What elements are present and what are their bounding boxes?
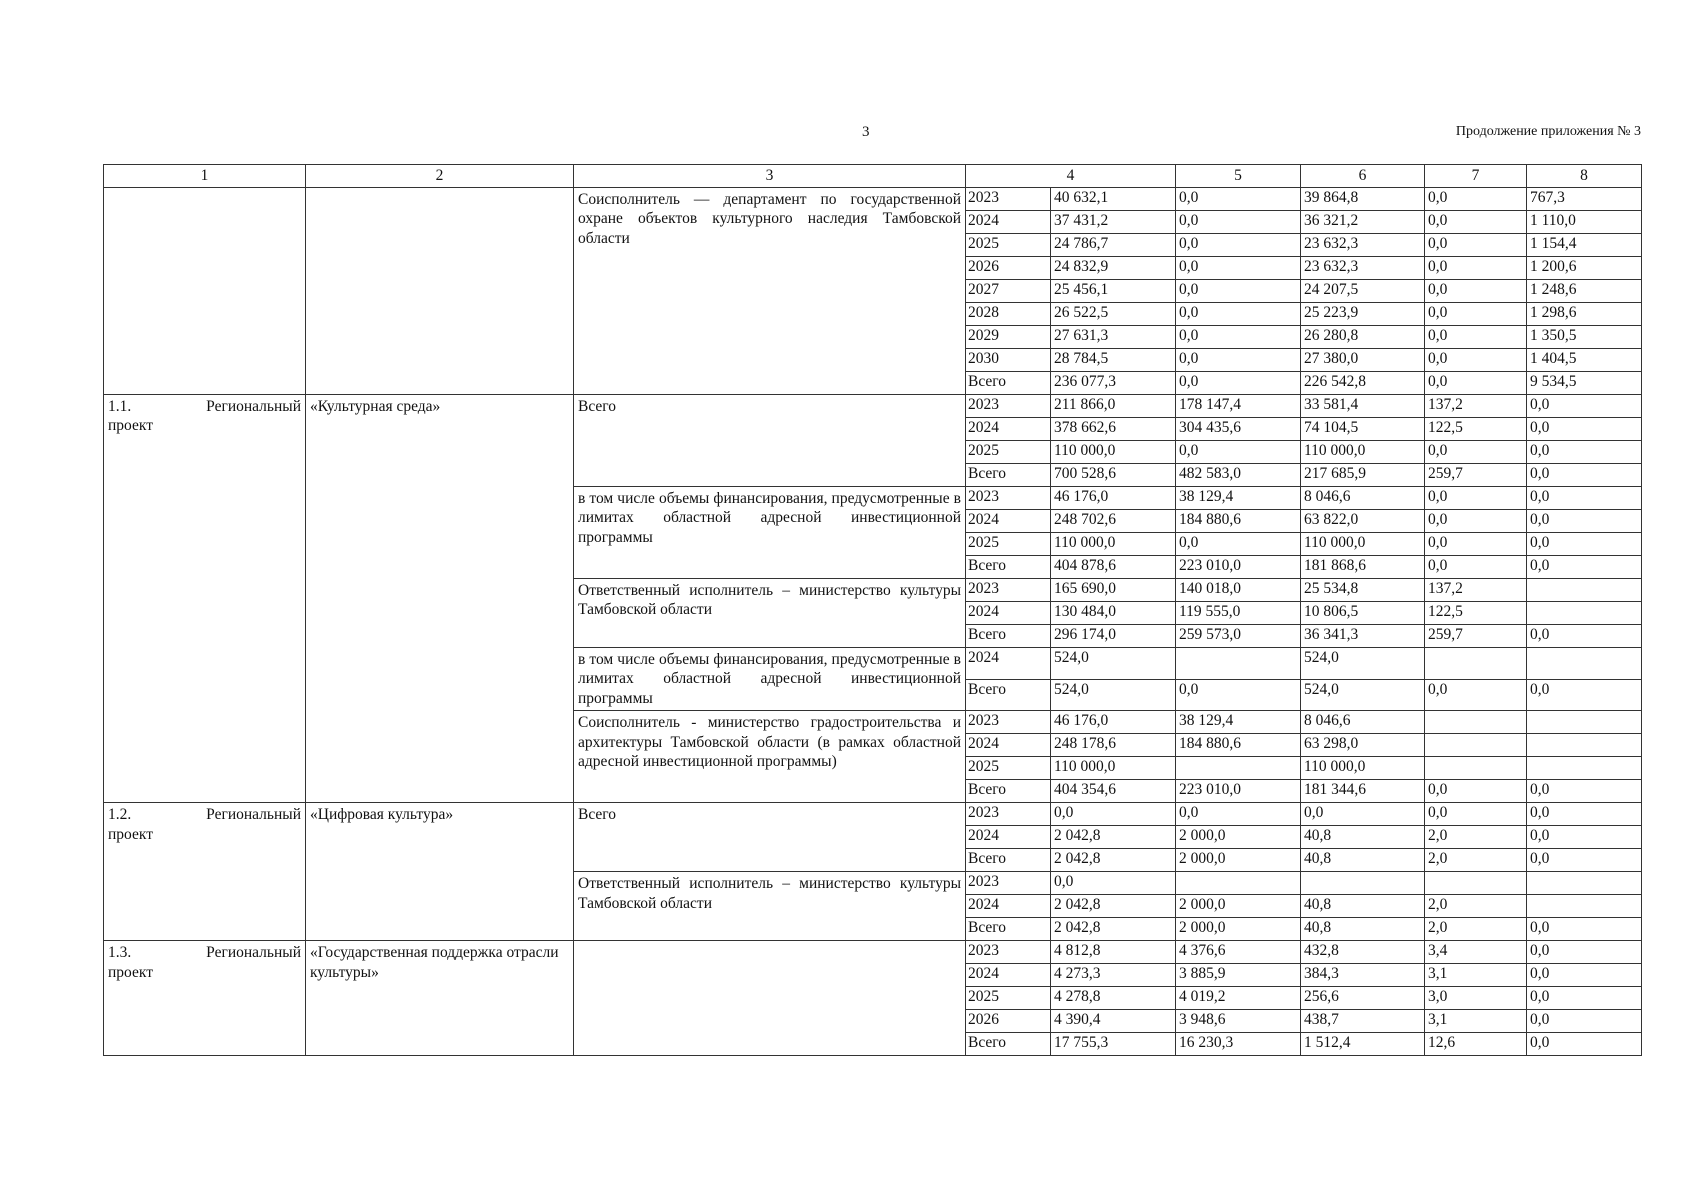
regional-cell: 26 280,8 [1301,326,1425,349]
federal-cell: 0,0 [1176,303,1301,326]
extrabudget-cell: 0,0 [1527,918,1642,941]
funding-description: Ответственный исполнитель – министерство культуры Тамбовской области [574,579,966,648]
extrabudget-cell [1527,734,1642,757]
total-cell: 378 662,6 [1051,418,1176,441]
regional-cell: 438,7 [1301,1010,1425,1033]
regional-cell: 40,8 [1301,918,1425,941]
regional-cell: 23 632,3 [1301,234,1425,257]
local-cell: 259,7 [1425,625,1527,648]
regional-cell: 524,0 [1301,648,1425,680]
federal-cell: 0,0 [1176,349,1301,372]
column-header: 6 [1301,165,1425,188]
federal-cell: 2 000,0 [1176,849,1301,872]
extrabudget-cell: 0,0 [1527,964,1642,987]
extrabudget-cell [1527,872,1642,895]
appendix-continuation-note: Продолжение приложения № 3 [1455,124,1641,139]
local-cell [1425,734,1527,757]
year-cell: Всего [966,625,1051,648]
column-header: 8 [1527,165,1642,188]
empty-name-cell [306,188,574,395]
federal-cell: 184 880,6 [1176,510,1301,533]
project-name: «Цифровая культура» [306,803,574,941]
project-type: Региональный [206,806,301,824]
federal-cell: 0,0 [1176,257,1301,280]
federal-cell: 4 376,6 [1176,941,1301,964]
project-code-line [108,943,301,962]
funding-description: в том числе объемы финансирования, предусмотренные в лимитах областной адресной инвестиционной программы [574,648,966,711]
extrabudget-cell: 0,0 [1527,487,1642,510]
total-cell: 248 702,6 [1051,510,1176,533]
federal-cell: 0,0 [1176,211,1301,234]
regional-cell: 110 000,0 [1301,757,1425,780]
regional-cell: 181 344,6 [1301,780,1425,803]
regional-cell: 10 806,5 [1301,602,1425,625]
funding-description: в том числе объемы финансирования, предусмотренные в лимитах областной адресной инвестиционной программы [574,487,966,579]
extrabudget-cell [1527,602,1642,625]
year-cell: 2024 [966,510,1051,533]
project-number: 1.2. [108,806,132,824]
extrabudget-cell: 1 350,5 [1527,326,1642,349]
federal-cell: 3 948,6 [1176,1010,1301,1033]
total-cell: 2 042,8 [1051,826,1176,849]
year-cell: Всего [966,556,1051,579]
year-cell: 2024 [966,602,1051,625]
year-cell: Всего [966,464,1051,487]
regional-cell: 36 341,3 [1301,625,1425,648]
extrabudget-cell: 0,0 [1527,441,1642,464]
year-cell: 2023 [966,487,1051,510]
local-cell: 137,2 [1425,395,1527,418]
total-cell: 4 812,8 [1051,941,1176,964]
regional-cell: 8 046,6 [1301,487,1425,510]
local-cell: 122,5 [1425,602,1527,625]
extrabudget-cell: 0,0 [1527,533,1642,556]
local-cell [1425,757,1527,780]
year-cell: 2024 [966,211,1051,234]
regional-cell: 226 542,8 [1301,372,1425,395]
extrabudget-cell: 1 200,6 [1527,257,1642,280]
year-cell: 2029 [966,326,1051,349]
regional-cell: 1 512,4 [1301,1033,1425,1056]
local-cell: 122,5 [1425,418,1527,441]
extrabudget-cell: 0,0 [1527,803,1642,826]
column-header: 5 [1176,165,1301,188]
extrabudget-cell: 0,0 [1527,826,1642,849]
table-body [104,188,1642,1056]
year-cell: 2030 [966,349,1051,372]
local-cell: 0,0 [1425,441,1527,464]
year-cell: 2023 [966,941,1051,964]
federal-cell: 0,0 [1176,533,1301,556]
local-cell: 0,0 [1425,234,1527,257]
regional-cell: 8 046,6 [1301,711,1425,734]
federal-cell: 2 000,0 [1176,826,1301,849]
federal-cell [1176,757,1301,780]
federal-cell: 178 147,4 [1176,395,1301,418]
local-cell: 0,0 [1425,326,1527,349]
federal-cell: 184 880,6 [1176,734,1301,757]
regional-cell: 432,8 [1301,941,1425,964]
total-cell: 110 000,0 [1051,441,1176,464]
local-cell: 2,0 [1425,895,1527,918]
year-cell: 2024 [966,895,1051,918]
column-header: 2 [306,165,574,188]
extrabudget-cell: 1 298,6 [1527,303,1642,326]
year-cell: 2023 [966,803,1051,826]
project-code [104,941,306,1056]
project-code-line [108,397,301,416]
extrabudget-cell: 0,0 [1527,780,1642,803]
federal-cell [1176,872,1301,895]
extrabudget-cell: 0,0 [1527,510,1642,533]
total-cell: 2 042,8 [1051,918,1176,941]
year-cell: 2025 [966,234,1051,257]
federal-cell: 38 129,4 [1176,487,1301,510]
project-name: «Государственная поддержка отрасли культуры» [306,941,574,1056]
year-cell: Всего [966,372,1051,395]
funding-description: Соисполнитель — департамент по государственной охране объектов культурного наследия Тамбовской области [574,188,966,395]
project-number: 1.1. [108,398,132,415]
total-cell: 27 631,3 [1051,326,1176,349]
federal-cell: 140 018,0 [1176,579,1301,602]
local-cell: 3,1 [1425,1010,1527,1033]
year-cell: Всего [966,1033,1051,1056]
local-cell: 137,2 [1425,579,1527,602]
local-cell: 0,0 [1425,188,1527,211]
total-cell: 26 522,5 [1051,303,1176,326]
project-type-rest: проект [108,963,153,981]
regional-cell: 40,8 [1301,895,1425,918]
extrabudget-cell: 0,0 [1527,625,1642,648]
federal-cell: 119 555,0 [1176,602,1301,625]
column-header: 1 [104,165,306,188]
year-cell: 2023 [966,711,1051,734]
federal-cell [1176,648,1301,680]
federal-cell: 0,0 [1176,326,1301,349]
local-cell: 0,0 [1425,372,1527,395]
total-cell: 28 784,5 [1051,349,1176,372]
local-cell: 2,0 [1425,918,1527,941]
local-cell: 0,0 [1425,510,1527,533]
local-cell: 0,0 [1425,556,1527,579]
empty-code-cell [104,188,306,395]
regional-cell: 74 104,5 [1301,418,1425,441]
year-cell: 2027 [966,280,1051,303]
extrabudget-cell: 1 110,0 [1527,211,1642,234]
regional-cell: 63 822,0 [1301,510,1425,533]
local-cell: 0,0 [1425,487,1527,510]
table-row [104,395,1642,418]
year-cell: 2028 [966,303,1051,326]
regional-cell: 63 298,0 [1301,734,1425,757]
total-cell: 4 390,4 [1051,1010,1176,1033]
total-cell: 0,0 [1051,872,1176,895]
extrabudget-cell [1527,895,1642,918]
total-cell: 25 456,1 [1051,280,1176,303]
federal-cell: 2 000,0 [1176,918,1301,941]
local-cell: 0,0 [1425,280,1527,303]
local-cell: 0,0 [1425,211,1527,234]
total-cell: 248 178,6 [1051,734,1176,757]
total-cell: 700 528,6 [1051,464,1176,487]
funding-description: Всего [574,395,966,487]
local-cell: 3,1 [1425,964,1527,987]
local-cell: 12,6 [1425,1033,1527,1056]
year-cell: 2024 [966,734,1051,757]
project-type-rest: проект [108,825,153,843]
local-cell: 0,0 [1425,803,1527,826]
year-cell: 2025 [966,987,1051,1010]
extrabudget-cell [1527,757,1642,780]
year-cell: 2024 [966,826,1051,849]
funding-table [103,164,1642,1056]
year-cell: Всего [966,849,1051,872]
regional-cell: 27 380,0 [1301,349,1425,372]
federal-cell: 0,0 [1176,280,1301,303]
regional-cell: 40,8 [1301,826,1425,849]
total-cell: 110 000,0 [1051,757,1176,780]
regional-cell: 217 685,9 [1301,464,1425,487]
extrabudget-cell: 0,0 [1527,418,1642,441]
year-cell: 2025 [966,441,1051,464]
project-number: 1.3. [108,944,132,962]
local-cell: 0,0 [1425,780,1527,803]
extrabudget-cell: 1 404,5 [1527,349,1642,372]
column-header: 4 [966,165,1176,188]
regional-cell: 40,8 [1301,849,1425,872]
regional-cell: 384,3 [1301,964,1425,987]
column-header: 3 [574,165,966,188]
year-cell: 2023 [966,579,1051,602]
regional-cell: 25 534,8 [1301,579,1425,602]
total-cell: 24 832,9 [1051,257,1176,280]
project-code [104,803,306,941]
year-cell: Всего [966,780,1051,803]
extrabudget-cell: 0,0 [1527,849,1642,872]
total-cell: 37 431,2 [1051,211,1176,234]
year-cell: 2025 [966,757,1051,780]
year-cell: Всего [966,918,1051,941]
table-row [104,803,1642,826]
federal-cell: 223 010,0 [1176,780,1301,803]
project-type-rest: проект [108,417,153,435]
total-cell: 24 786,7 [1051,234,1176,257]
federal-cell: 0,0 [1176,234,1301,257]
extrabudget-cell: 0,0 [1527,1010,1642,1033]
total-cell: 17 755,3 [1051,1033,1176,1056]
federal-cell: 0,0 [1176,679,1301,711]
extrabudget-cell: 9 534,5 [1527,372,1642,395]
federal-cell: 0,0 [1176,372,1301,395]
total-cell: 211 866,0 [1051,395,1176,418]
year-cell: Всего [966,679,1051,711]
extrabudget-cell [1527,579,1642,602]
total-cell: 404 354,6 [1051,780,1176,803]
project-code [104,395,306,803]
extrabudget-cell: 0,0 [1527,556,1642,579]
regional-cell: 23 632,3 [1301,257,1425,280]
project-type: Региональный [206,398,301,415]
extrabudget-cell: 767,3 [1527,188,1642,211]
local-cell: 3,4 [1425,941,1527,964]
project-type: Региональный [206,944,301,962]
extrabudget-cell: 0,0 [1527,987,1642,1010]
federal-cell: 38 129,4 [1176,711,1301,734]
regional-cell [1301,872,1425,895]
total-cell: 2 042,8 [1051,895,1176,918]
local-cell: 0,0 [1425,533,1527,556]
funding-description: Всего [574,803,966,872]
regional-cell: 0,0 [1301,803,1425,826]
total-cell: 165 690,0 [1051,579,1176,602]
project-name: «Культурная среда» [306,395,574,803]
extrabudget-cell: 0,0 [1527,941,1642,964]
year-cell: 2023 [966,872,1051,895]
federal-cell: 3 885,9 [1176,964,1301,987]
total-cell: 404 878,6 [1051,556,1176,579]
federal-cell: 259 573,0 [1176,625,1301,648]
total-cell: 236 077,3 [1051,372,1176,395]
year-cell: 2023 [966,395,1051,418]
extrabudget-cell [1527,648,1642,680]
column-header: 7 [1425,165,1527,188]
extrabudget-cell: 0,0 [1527,395,1642,418]
total-cell: 46 176,0 [1051,711,1176,734]
federal-cell: 304 435,6 [1176,418,1301,441]
extrabudget-cell: 1 248,6 [1527,280,1642,303]
extrabudget-cell: 0,0 [1527,679,1642,711]
column-header-row [104,165,1642,188]
regional-cell: 256,6 [1301,987,1425,1010]
local-cell: 0,0 [1425,679,1527,711]
funding-description: Соисполнитель - министерство градостроительства и архитектуры Тамбовской области (в рамках областной адресной инвестиционной программы) [574,711,966,803]
extrabudget-cell: 0,0 [1527,1033,1642,1056]
funding-description: Ответственный исполнитель – министерство культуры Тамбовской области [574,872,966,941]
total-cell: 4 278,8 [1051,987,1176,1010]
extrabudget-cell: 1 154,4 [1527,234,1642,257]
year-cell: 2024 [966,964,1051,987]
local-cell: 0,0 [1425,303,1527,326]
total-cell: 40 632,1 [1051,188,1176,211]
regional-cell: 25 223,9 [1301,303,1425,326]
local-cell: 259,7 [1425,464,1527,487]
year-cell: 2023 [966,188,1051,211]
local-cell [1425,648,1527,680]
federal-cell: 2 000,0 [1176,895,1301,918]
federal-cell: 482 583,0 [1176,464,1301,487]
regional-cell: 33 581,4 [1301,395,1425,418]
regional-cell: 181 868,6 [1301,556,1425,579]
funding-description [574,941,966,1056]
local-cell: 3,0 [1425,987,1527,1010]
page-number: 3 [862,124,870,140]
local-cell [1425,872,1527,895]
total-cell: 4 273,3 [1051,964,1176,987]
local-cell: 2,0 [1425,826,1527,849]
federal-cell: 0,0 [1176,803,1301,826]
total-cell: 296 174,0 [1051,625,1176,648]
total-cell: 46 176,0 [1051,487,1176,510]
regional-cell: 110 000,0 [1301,441,1425,464]
table-row [104,941,1642,964]
year-cell: 2025 [966,533,1051,556]
federal-cell: 223 010,0 [1176,556,1301,579]
local-cell: 0,0 [1425,257,1527,280]
regional-cell: 39 864,8 [1301,188,1425,211]
regional-cell: 24 207,5 [1301,280,1425,303]
federal-cell: 4 019,2 [1176,987,1301,1010]
regional-cell: 524,0 [1301,679,1425,711]
table-row [104,188,1642,211]
total-cell: 2 042,8 [1051,849,1176,872]
project-code-line [108,805,301,824]
total-cell: 130 484,0 [1051,602,1176,625]
local-cell: 2,0 [1425,849,1527,872]
extrabudget-cell [1527,711,1642,734]
extrabudget-cell: 0,0 [1527,464,1642,487]
federal-cell: 0,0 [1176,188,1301,211]
total-cell: 524,0 [1051,648,1176,680]
regional-cell: 110 000,0 [1301,533,1425,556]
total-cell: 524,0 [1051,679,1176,711]
federal-cell: 16 230,3 [1176,1033,1301,1056]
federal-cell: 0,0 [1176,441,1301,464]
year-cell: 2026 [966,257,1051,280]
total-cell: 0,0 [1051,803,1176,826]
year-cell: 2024 [966,418,1051,441]
total-cell: 110 000,0 [1051,533,1176,556]
local-cell [1425,711,1527,734]
local-cell: 0,0 [1425,349,1527,372]
year-cell: 2026 [966,1010,1051,1033]
regional-cell: 36 321,2 [1301,211,1425,234]
year-cell: 2024 [966,648,1051,680]
